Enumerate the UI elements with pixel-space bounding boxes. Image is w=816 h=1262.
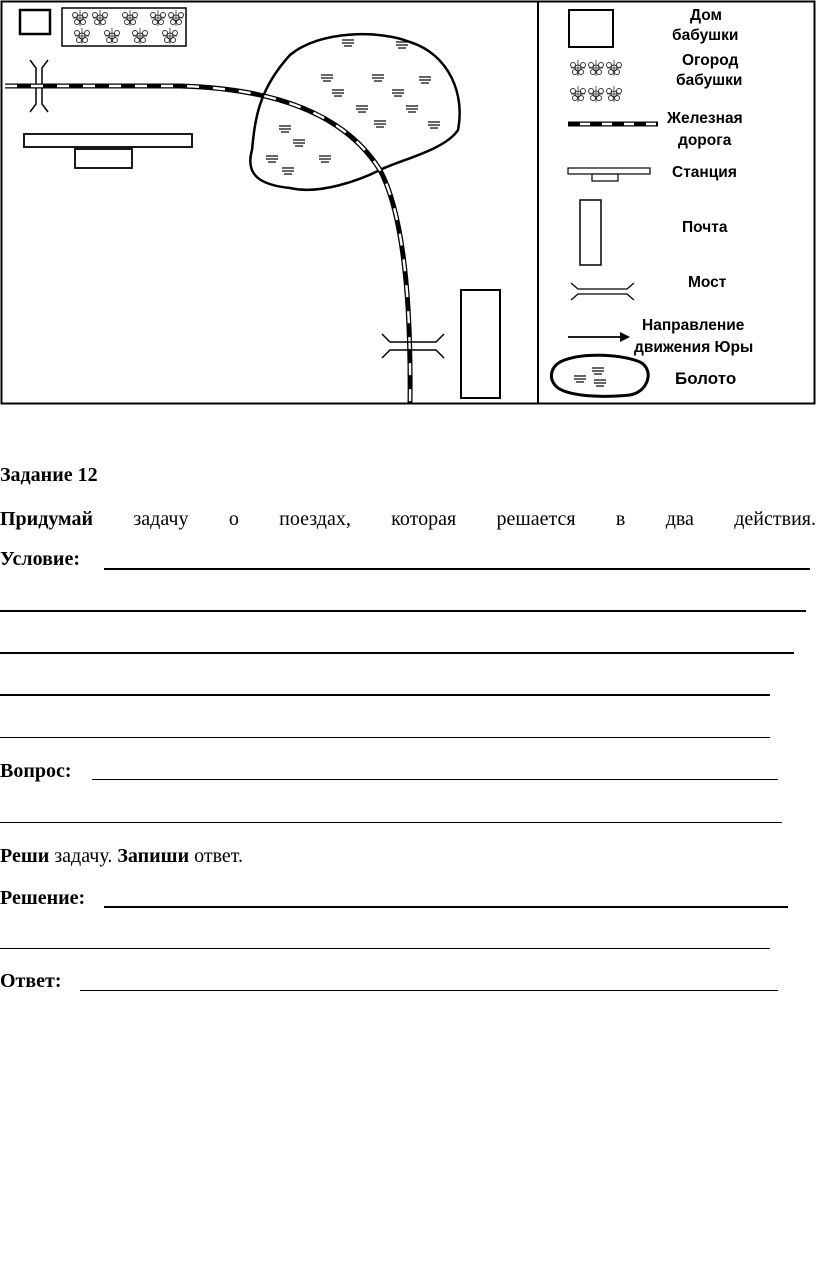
station-platform	[24, 134, 192, 147]
legend-post-label: Почта	[682, 219, 728, 236]
question-line[interactable]	[92, 779, 778, 780]
legend-swamp-icon	[551, 355, 648, 396]
condition-line[interactable]	[0, 652, 794, 654]
legend-station-icon	[568, 168, 650, 181]
solution-label: Решение:	[0, 887, 86, 909]
bridge-icon-lower	[382, 334, 444, 358]
legend-arrow-icon	[568, 332, 630, 342]
task-instruction	[0, 507, 816, 531]
answer-line[interactable]	[80, 990, 778, 991]
solve-text: задачу.	[49, 845, 118, 867]
condition-label: Условие:	[0, 548, 80, 570]
legend-station-label: Станция	[672, 164, 737, 181]
svg-text:Домбабушки	[672, 7, 738, 44]
instruction-word: задачу	[133, 508, 189, 530]
instruction-word: действия.	[734, 508, 816, 530]
station-building	[75, 149, 132, 168]
write-text: ответ.	[189, 845, 244, 867]
legend-bridge-label: Мост	[688, 274, 727, 291]
legend-railway-line2: дорога	[678, 132, 732, 149]
legend-garden-icon	[571, 60, 622, 102]
condition-line[interactable]	[0, 694, 770, 696]
instruction-word: два	[665, 508, 694, 530]
legend-house-line1: Дом	[690, 7, 722, 24]
svg-text:Направлениедвижения Юры	[634, 317, 753, 356]
solve-bold: Реши	[0, 845, 50, 867]
solution-line[interactable]	[0, 948, 770, 949]
write-bold: Запиши	[117, 845, 190, 867]
answer-label: Ответ:	[0, 970, 62, 992]
legend-bridge-icon	[571, 283, 634, 300]
solve-instruction	[0, 844, 243, 868]
instruction-word: решается	[496, 508, 576, 530]
condition-line[interactable]	[104, 568, 810, 570]
legend-house-line2: бабушки	[672, 27, 739, 44]
condition-line[interactable]	[0, 610, 806, 612]
instruction-bold: Придумай	[0, 508, 94, 530]
legend-garden-line1: Огород	[682, 52, 739, 69]
svg-text:Железнаядорога	[666, 110, 743, 149]
instruction-word: в	[615, 508, 626, 530]
legend-garden-line2: бабушки	[676, 72, 743, 89]
garden-icon	[62, 8, 186, 46]
legend-direction-line1: Направление	[642, 317, 745, 334]
post-office	[461, 290, 500, 398]
instruction-word: которая	[391, 508, 457, 530]
house-icon	[20, 10, 50, 34]
swamp	[250, 34, 459, 190]
map-figure	[0, 0, 816, 410]
task-title: Задание 12	[0, 464, 98, 486]
question-line[interactable]	[0, 822, 782, 823]
solution-line[interactable]	[104, 906, 788, 908]
legend-swamp-label: Болото	[675, 369, 737, 388]
condition-line[interactable]	[0, 737, 770, 738]
legend-post-icon	[580, 200, 601, 265]
svg-text:Огородбабушки	[676, 52, 742, 89]
legend-house-icon	[569, 10, 613, 47]
legend-direction-line2: движения Юры	[634, 339, 754, 356]
instruction-word: о	[228, 508, 239, 530]
instruction-word: поездах,	[279, 508, 351, 530]
question-label: Вопрос:	[0, 760, 72, 782]
legend-railway-line1: Железная	[667, 110, 743, 127]
